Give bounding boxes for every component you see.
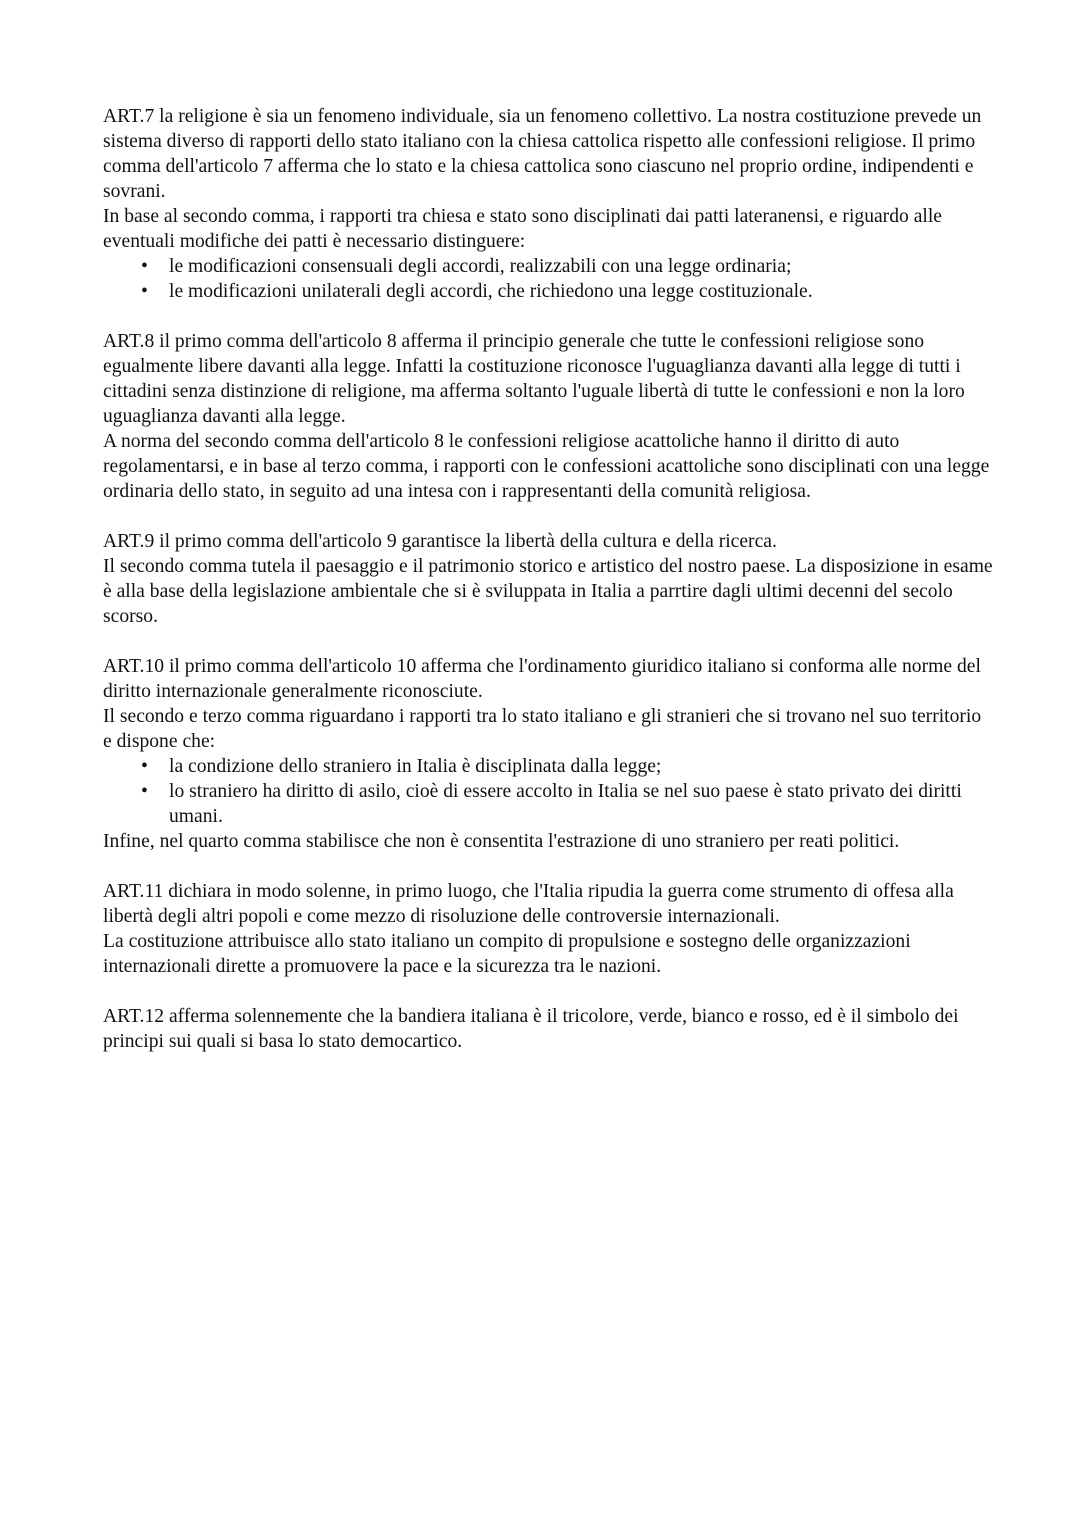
document-page	[103, 104, 993, 1079]
paragraph: In base al secondo comma, i rapporti tra chiesa e stato sono disciplinati dai patti lateranensi, e riguardo alle eventuali modifiche dei patti è necessario distinguere:	[103, 206, 942, 252]
list-item	[103, 279, 993, 304]
list-item-text: le modificazioni unilaterali degli accordi, che richiedono una legge costituzionale.	[169, 281, 813, 302]
bullet-icon: •	[141, 281, 148, 302]
paragraph: La costituzione attribuisce allo stato italiano un compito di propulsione e sostegno delle organizzazioni internazionali dirette a promuovere la pace e la sicurezza tra le nazioni.	[103, 931, 911, 977]
list-item-text: le modificazioni consensuali degli accordi, realizzabili con una legge ordinaria;	[169, 256, 792, 277]
list-item-text: lo straniero ha diritto di asilo, cioè di essere accolto in Italia se nel suo paese è stato privato dei diritti umani.	[169, 781, 962, 827]
bullet-list	[103, 754, 993, 829]
bullet-icon: •	[141, 256, 148, 277]
list-item	[103, 254, 993, 279]
paragraph: Il secondo e terzo comma riguardano i rapporti tra lo stato italiano e gli stranieri che si trovano nel suo territorio e dispone che:	[103, 706, 982, 752]
bullet-icon: •	[141, 756, 148, 777]
paragraph: ART.8 il primo comma dell'articolo 8 afferma il principio generale che tutte le confessioni religiose sono egualmente libere davanti alla legge. Infatti la costituzione riconosce l'uguaglianza davanti alla legge di tutti i cittadini senza distinzione di religione, ma afferma soltanto l'uguale libertà di tutte le confessioni e non la loro uguaglianza davanti alla legge.	[103, 331, 965, 427]
section-art-10	[103, 654, 993, 854]
bullet-icon: •	[141, 781, 148, 802]
list-item	[103, 779, 993, 829]
section-art-8	[103, 329, 993, 504]
paragraph: ART.11 dichiara in modo solenne, in primo luogo, che l'Italia ripudia la guerra come strumento di offesa alla libertà degli altri popoli e come mezzo di risoluzione delle controversie internazionali.	[103, 881, 954, 927]
paragraph: Infine, nel quarto comma stabilisce che non è consentita l'estrazione di uno straniero per reati politici.	[103, 831, 900, 852]
paragraph: ART.10 il primo comma dell'articolo 10 afferma che l'ordinamento giuridico italiano si conforma alle norme del diritto internazionale generalmente riconosciute.	[103, 656, 981, 702]
section-art-7	[103, 104, 993, 304]
section-art-12	[103, 1004, 993, 1054]
section-art-9	[103, 529, 993, 629]
paragraph: ART.7 la religione è sia un fenomeno individuale, sia un fenomeno collettivo. La nostra costituzione prevede un sistema diverso di rapporti dello stato italiano con la chiesa cattolica rispetto alle confessioni religiose. Il primo comma dell'articolo 7 afferma che lo stato e la chiesa cattolica sono ciascuno nel proprio ordine, indipendenti e sovrani.	[103, 106, 982, 202]
bullet-list	[103, 254, 993, 304]
list-item-text: la condizione dello straniero in Italia è disciplinata dalla legge;	[169, 756, 662, 777]
paragraph: ART.9 il primo comma dell'articolo 9 garantisce la libertà della cultura e della ricerca.	[103, 531, 777, 552]
paragraph: ART.12 afferma solennemente che la bandiera italiana è il tricolore, verde, bianco e rosso, ed è il simbolo dei principi sui quali si basa lo stato democartico.	[103, 1006, 959, 1052]
list-item	[103, 754, 993, 779]
paragraph: A norma del secondo comma dell'articolo 8 le confessioni religiose acattoliche hanno il diritto di auto regolamentarsi, e in base al terzo comma, i rapporti con le confessioni acattoliche sono disciplinati con una legge ordinaria dello stato, in seguito ad una intesa con i rappresentanti della comunità religiosa.	[103, 431, 990, 502]
paragraph: Il secondo comma tutela il paesaggio e il patrimonio storico e artistico del nostro paese. La disposizione in esame è alla base della legislazione ambientale che si è sviluppata in Italia a parrtire dagli ultimi decenni del secolo scorso.	[103, 556, 993, 627]
section-art-11	[103, 879, 993, 979]
